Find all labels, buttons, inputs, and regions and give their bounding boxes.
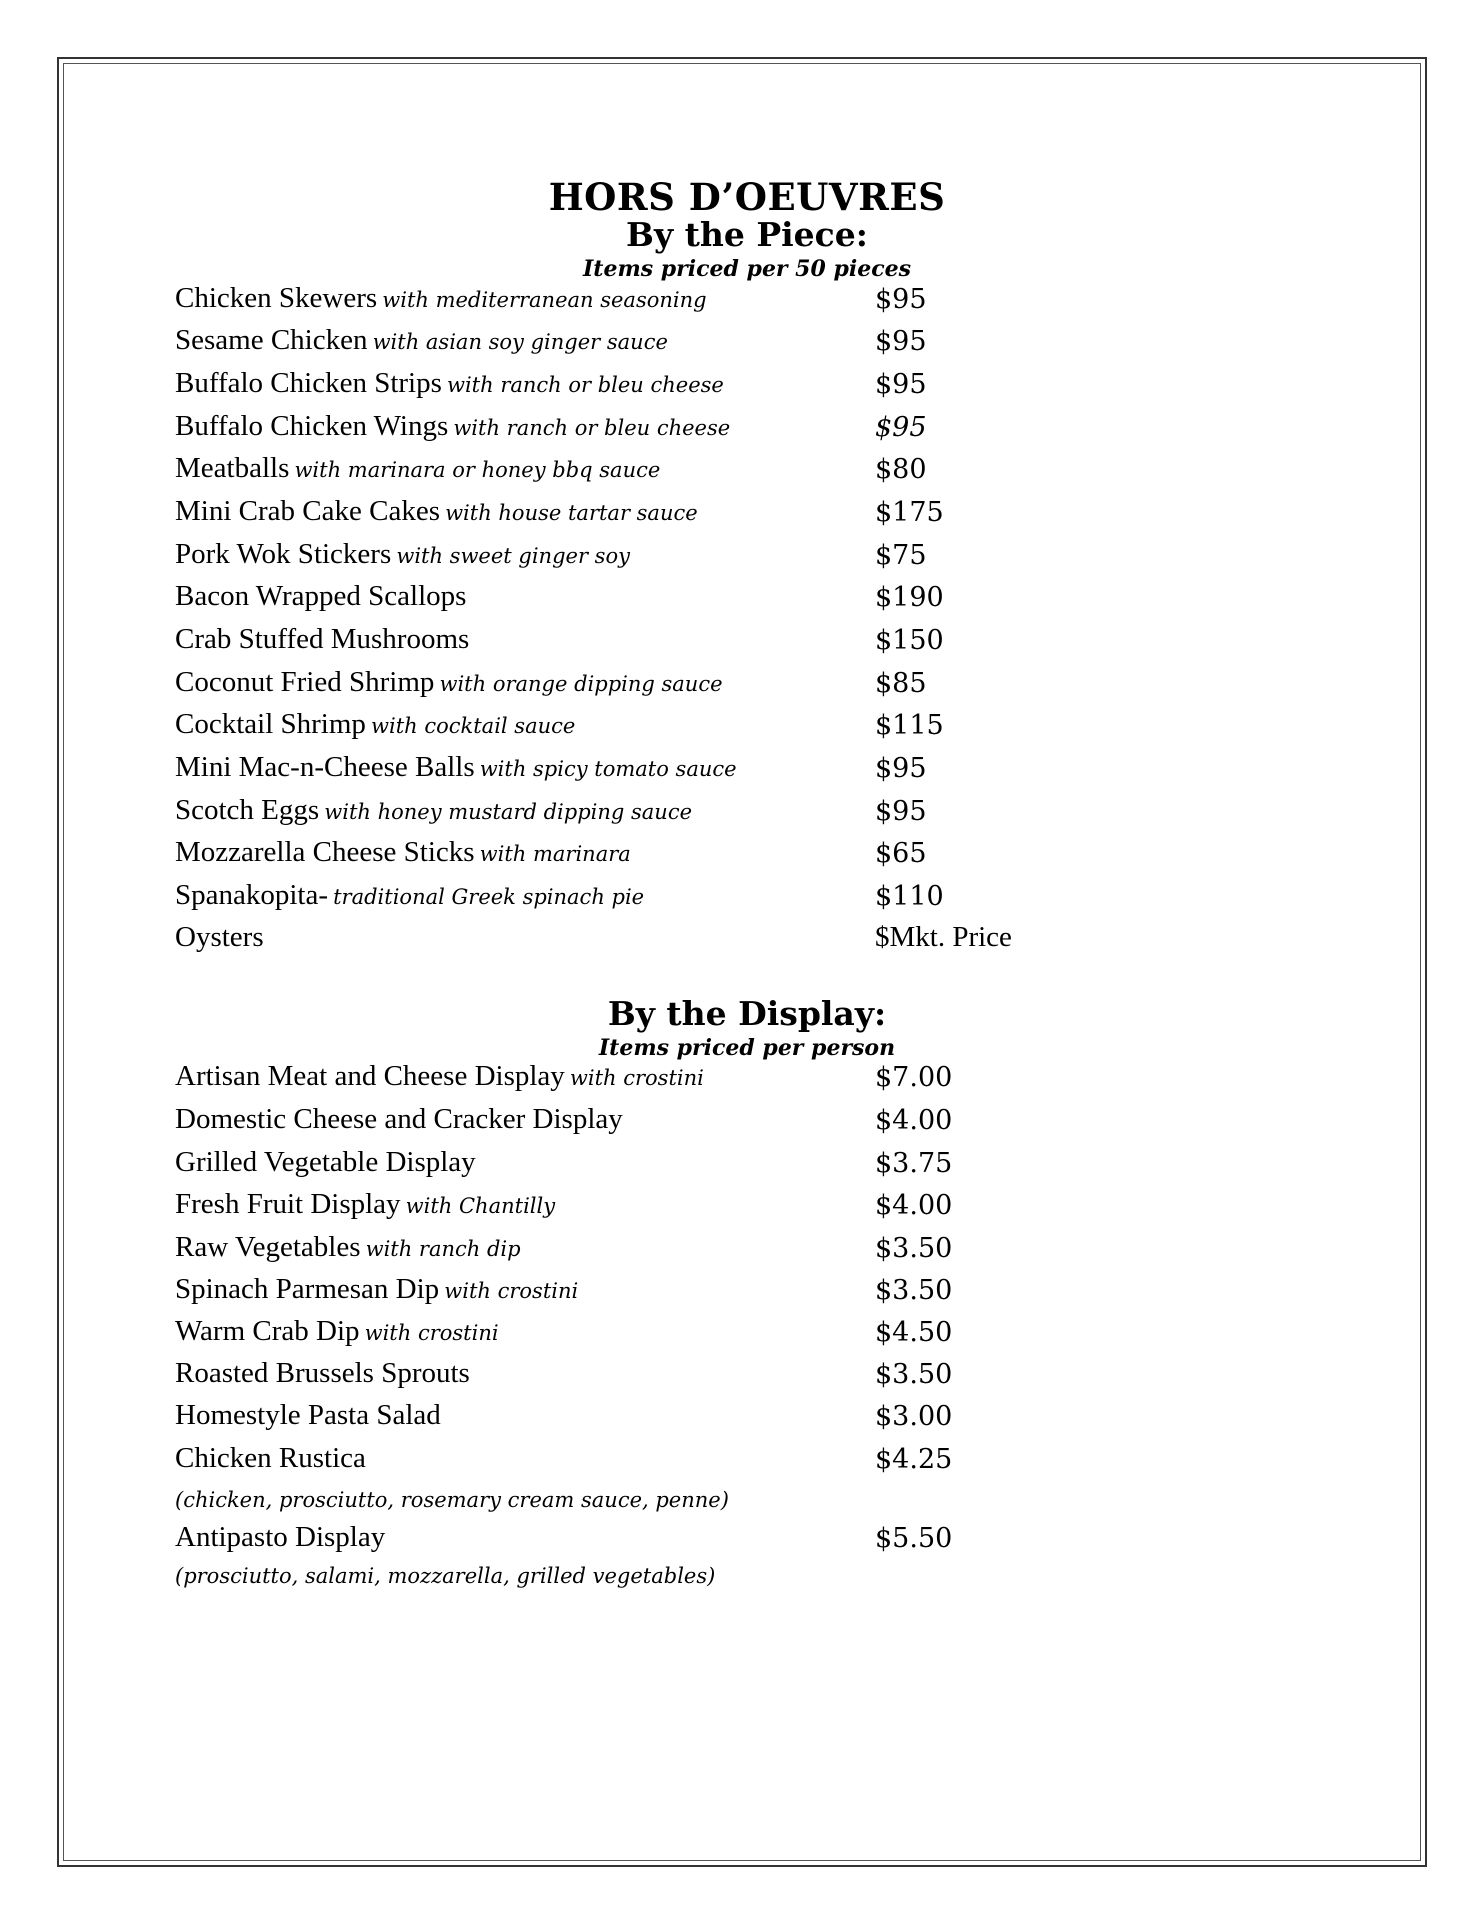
item-name: Spinach Parmesan Dip bbox=[175, 1273, 440, 1305]
menu-item bbox=[175, 794, 692, 834]
item-name: Pork Wok Stickers bbox=[175, 538, 392, 570]
section-note-display: Items priced per person bbox=[598, 1035, 896, 1061]
menu-item bbox=[175, 921, 264, 961]
item-subnote: (prosciutto, salami, mozzarella, grilled vegetables) bbox=[175, 1564, 716, 1588]
menu-item bbox=[175, 1442, 366, 1482]
item-price: $5.50 bbox=[875, 1523, 953, 1554]
item-name: Scotch Eggs bbox=[175, 794, 320, 826]
menu-item bbox=[175, 1521, 385, 1561]
item-name: Fresh Fruit Display bbox=[175, 1188, 401, 1220]
item-name: Buffalo Chicken Strips bbox=[175, 367, 442, 399]
menu-item bbox=[175, 580, 466, 620]
menu-item bbox=[175, 282, 707, 322]
menu-item bbox=[175, 1315, 499, 1355]
item-price: $80 bbox=[875, 454, 927, 485]
item-name: Mozzarella Cheese Sticks bbox=[175, 836, 475, 868]
menu-item bbox=[175, 495, 698, 535]
item-price: $85 bbox=[875, 668, 927, 699]
item-price: $3.50 bbox=[875, 1275, 953, 1306]
item-name: Artisan Meat and Cheese Display bbox=[175, 1060, 565, 1092]
item-name: Buffalo Chicken Wings bbox=[175, 410, 449, 442]
menu-item bbox=[175, 1357, 470, 1397]
item-price: $95 bbox=[875, 796, 927, 827]
item-name: Oysters bbox=[175, 921, 264, 953]
menu-item bbox=[175, 751, 737, 791]
item-price: $95 bbox=[875, 412, 927, 443]
item-desc: with house tartar sauce bbox=[445, 501, 698, 525]
item-desc: with sweet ginger soy bbox=[396, 544, 630, 568]
item-name: Mini Crab Cake Cakes bbox=[175, 495, 440, 527]
section-heading-display: By the Display: bbox=[607, 994, 887, 1033]
item-name: Raw Vegetables bbox=[175, 1231, 361, 1263]
item-desc: with ranch or bleu cheese bbox=[453, 416, 731, 440]
item-price: $95 bbox=[875, 369, 927, 400]
menu-item bbox=[175, 1060, 704, 1100]
item-price: $4.00 bbox=[875, 1190, 953, 1221]
item-name: Cocktail Shrimp bbox=[175, 708, 366, 740]
item-desc: with crostini bbox=[569, 1066, 704, 1090]
item-name: Chicken Rustica bbox=[175, 1442, 366, 1474]
menu-item bbox=[175, 367, 724, 407]
menu-item bbox=[175, 666, 723, 706]
menu-item bbox=[175, 538, 630, 578]
item-desc: with ranch dip bbox=[365, 1237, 521, 1261]
menu-item bbox=[175, 708, 575, 748]
menu-title: HORS D’OEUVRES bbox=[548, 175, 946, 219]
item-desc: with ranch or bleu cheese bbox=[446, 373, 724, 397]
item-price: $Mkt. Price bbox=[875, 921, 1012, 953]
menu-item bbox=[175, 1188, 555, 1228]
item-price: $110 bbox=[875, 881, 944, 912]
item-name: Warm Crab Dip bbox=[175, 1315, 360, 1347]
menu-item bbox=[175, 324, 668, 364]
item-price: $3.00 bbox=[875, 1401, 953, 1432]
item-name: Homestyle Pasta Salad bbox=[175, 1399, 441, 1431]
item-price: $3.75 bbox=[875, 1148, 953, 1179]
menu-item bbox=[175, 836, 631, 876]
item-price: $95 bbox=[875, 284, 927, 315]
item-name: Crab Stuffed Mushrooms bbox=[175, 623, 470, 655]
item-price: $175 bbox=[875, 497, 944, 528]
item-desc: with mediterranean seasoning bbox=[382, 288, 707, 312]
item-name: Meatballs bbox=[175, 452, 290, 484]
menu-item bbox=[175, 1103, 623, 1143]
item-price: $4.50 bbox=[875, 1317, 953, 1348]
item-desc: with crostini bbox=[444, 1279, 579, 1303]
item-name: Domestic Cheese and Cracker Display bbox=[175, 1103, 623, 1135]
item-price: $4.00 bbox=[875, 1105, 953, 1136]
menu-item bbox=[175, 879, 644, 919]
item-price: $190 bbox=[875, 582, 944, 613]
menu-item bbox=[175, 623, 469, 663]
item-name: Mini Mac-n-Cheese Balls bbox=[175, 751, 475, 783]
item-price: $4.25 bbox=[875, 1444, 953, 1475]
item-name: Coconut Fried Shrimp bbox=[175, 666, 435, 698]
item-name: Chicken Skewers bbox=[175, 282, 378, 314]
item-price: $95 bbox=[875, 326, 927, 357]
menu-item bbox=[175, 410, 730, 450]
item-name: Roasted Brussels Sprouts bbox=[175, 1357, 470, 1389]
menu-item bbox=[175, 1146, 476, 1186]
item-price: $95 bbox=[875, 753, 927, 784]
item-name: Bacon Wrapped Scallops bbox=[175, 580, 467, 612]
item-name: Sesame Chicken bbox=[175, 324, 368, 356]
menu-item bbox=[175, 452, 660, 492]
item-name: Spanakopita- bbox=[175, 879, 329, 911]
item-price: $7.00 bbox=[875, 1062, 953, 1093]
menu-item bbox=[175, 1273, 578, 1313]
item-price: $150 bbox=[875, 625, 944, 656]
item-desc: with marinara or honey bbq sauce bbox=[294, 458, 661, 482]
item-price: $75 bbox=[875, 540, 927, 571]
section-note-piece: Items priced per 50 pieces bbox=[583, 256, 911, 282]
item-desc: with crostini bbox=[364, 1321, 499, 1345]
item-price: $3.50 bbox=[875, 1359, 953, 1390]
item-desc: traditional Greek spinach pie bbox=[333, 885, 645, 909]
item-price: $115 bbox=[875, 710, 944, 741]
menu-item bbox=[175, 1231, 521, 1271]
item-price: $3.50 bbox=[875, 1233, 953, 1264]
item-desc: with marinara bbox=[479, 842, 631, 866]
item-desc: with orange dipping sauce bbox=[439, 672, 723, 696]
section-heading-piece: By the Piece: bbox=[626, 215, 868, 254]
item-name: Grilled Vegetable Display bbox=[175, 1146, 476, 1178]
item-desc: with Chantilly bbox=[405, 1194, 556, 1218]
item-subnote: (chicken, prosciutto, rosemary cream sauce, penne) bbox=[175, 1488, 729, 1512]
item-desc: with cocktail sauce bbox=[371, 714, 576, 738]
item-desc: with spicy tomato sauce bbox=[479, 757, 737, 781]
menu-item bbox=[175, 1399, 441, 1439]
item-price: $65 bbox=[875, 838, 927, 869]
item-desc: with asian soy ginger sauce bbox=[372, 330, 668, 354]
item-desc: with honey mustard dipping sauce bbox=[324, 800, 693, 824]
item-name: Antipasto Display bbox=[175, 1521, 386, 1553]
